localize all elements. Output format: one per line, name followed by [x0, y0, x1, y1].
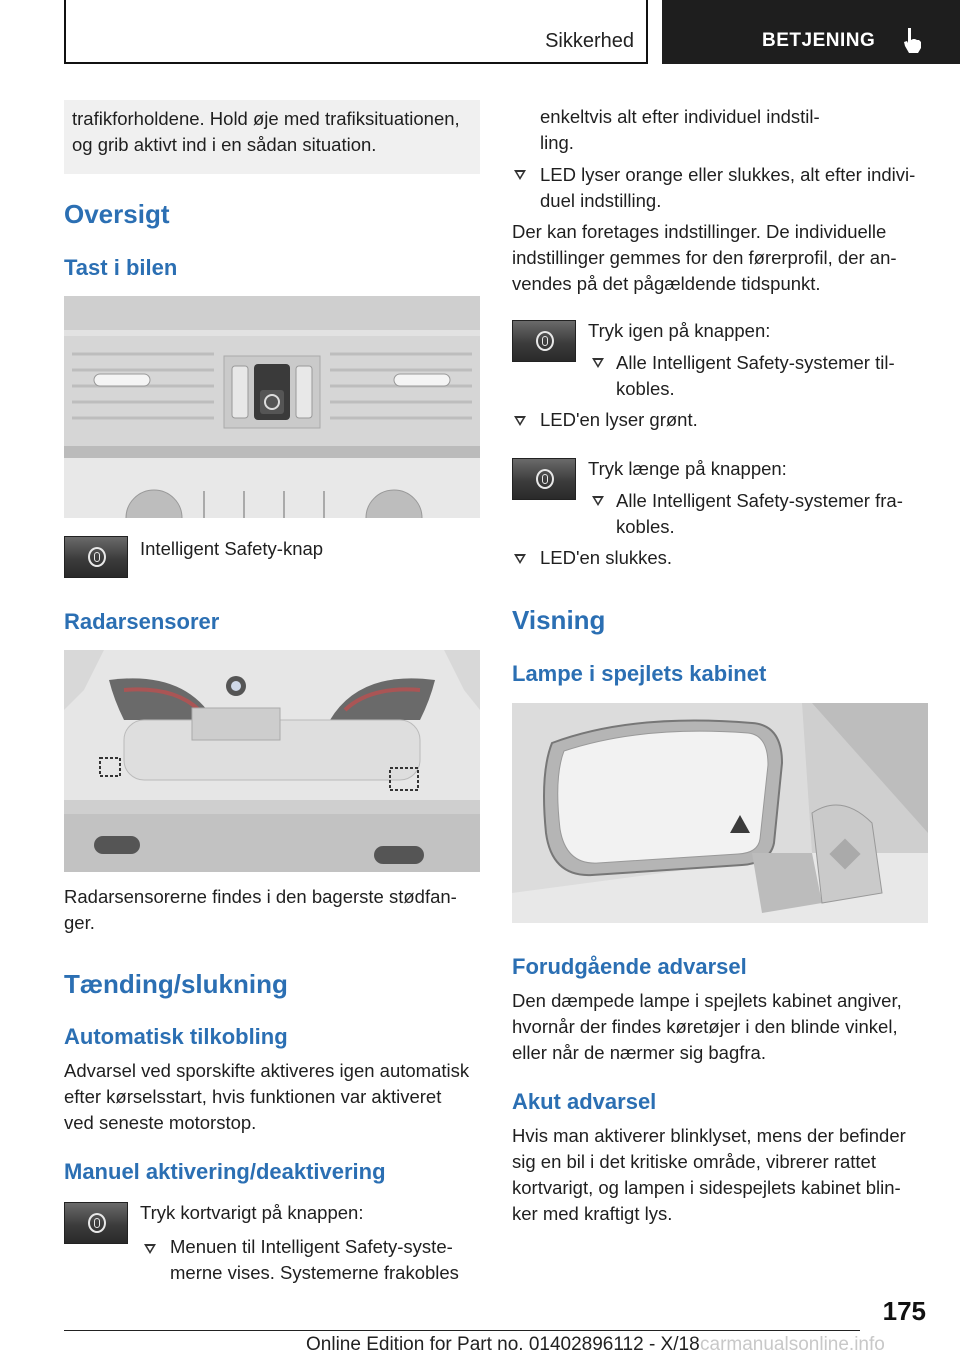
acute-text-2: sig en bil i det kritiske område, vibrerer rattet — [512, 1151, 876, 1172]
intelligent-safety-button-icon — [512, 458, 576, 500]
pre-text-1: Den dæmpede lampe i spejlets kabinet angiver, — [512, 990, 902, 1011]
led-orange-text-2: duel indstilling. — [540, 190, 662, 211]
heading-display: Visning — [512, 605, 606, 635]
auto-text-2: efter kørselsstart, hvis funktionen var aktiveret — [64, 1086, 442, 1107]
press-long-text: Tryk længe på knappen: — [588, 458, 787, 479]
header-chapter-title: BETJENING — [762, 30, 876, 51]
acute-text-3: kortvarigt, og lampen i sidespejlets kabinet blin- — [512, 1177, 901, 1198]
bullet-triangle-icon — [514, 170, 526, 180]
heading-manual: Manuel aktivering/deaktivering — [64, 1159, 386, 1184]
edition-text: Online Edition for Part no. 01402896112 - X/18 — [306, 1334, 700, 1355]
led-green-text: LED'en lyser grønt. — [540, 409, 698, 430]
heading-automatic: Automatisk tilkobling — [64, 1024, 288, 1049]
page-number: 175 — [882, 1296, 926, 1326]
press-short-text: Tryk kortvarigt på knappen: — [140, 1202, 364, 1223]
intelligent-safety-button-icon — [64, 536, 128, 578]
intelligent-safety-button-icon — [512, 320, 576, 362]
header-section-title: Sikkerhed — [545, 30, 634, 52]
pre-text-2: hvornår der findes køretøjer i den blinde vinkel, — [512, 1016, 898, 1037]
menu-text-2: merne vises. Systemerne frakobles — [170, 1262, 459, 1283]
pre-text-3: eller når de nærmer sig bagfra. — [512, 1042, 766, 1063]
bullet-triangle-icon — [514, 416, 526, 426]
footer-divider — [64, 1330, 860, 1331]
bullet-triangle-icon — [592, 496, 604, 506]
intro-text-1: trafikforholdene. Hold øje med trafiksituationen, — [72, 108, 460, 129]
heading-radar-sensors: Radarsensorer — [64, 609, 220, 634]
acute-text-1: Hvis man aktiverer blinklyset, mens der befinder — [512, 1125, 906, 1146]
continued-text-1: enkeltvis alt efter individuel indstil- — [540, 106, 820, 127]
mirror-lamp-illustration — [512, 703, 928, 923]
all-on-text-2: kobles. — [616, 378, 675, 399]
led-off-text: LED'en slukkes. — [540, 547, 673, 568]
bullet-triangle-icon — [592, 358, 604, 368]
intro-text-2: og grib aktivt ind i en sådan situation. — [72, 134, 377, 155]
intelligent-safety-button-icon — [64, 1202, 128, 1244]
heading-mirror-lamp: Lampe i spejlets kabinet — [512, 661, 767, 686]
radar-text-1: Radarsensorerne findes i den bagerste stødfan- — [64, 886, 457, 907]
led-orange-text-1: LED lyser orange eller slukkes, alt efter indivi- — [540, 164, 916, 185]
settings-text-3: vendes på det pågældende tidspunkt. — [512, 273, 821, 294]
watermark-text: carmanualsonline.info — [700, 1334, 885, 1355]
car-rear-radar-illustration — [64, 650, 480, 872]
auto-text-1: Advarsel ved sporskifte aktiveres igen automatisk — [64, 1060, 470, 1081]
heading-acute-warning: Akut advarsel — [512, 1089, 657, 1114]
auto-text-3: ved seneste motorstop. — [64, 1112, 257, 1133]
all-off-text-2: kobles. — [616, 516, 675, 537]
settings-text-2: indstillinger gemmes for den førerprofil, der an- — [512, 247, 897, 268]
header-chapter-tab — [662, 0, 960, 64]
radar-text-2: ger. — [64, 912, 95, 933]
continued-text-2: ling. — [540, 132, 574, 153]
heading-button-in-car: Tast i bilen — [64, 255, 178, 280]
all-on-text-1: Alle Intelligent Safety-systemer til- — [616, 352, 895, 373]
menu-text-1: Menuen til Intelligent Safety-syste- — [170, 1236, 453, 1257]
all-off-text-1: Alle Intelligent Safety-systemer fra- — [616, 490, 903, 511]
pointing-hand-icon — [902, 26, 924, 54]
bullet-triangle-icon — [514, 554, 526, 564]
press-again-text: Tryk igen på knappen: — [588, 320, 771, 341]
button-caption: Intelligent Safety-knap — [140, 538, 324, 559]
dashboard-button-illustration — [64, 296, 480, 518]
bullet-triangle-icon — [144, 1244, 156, 1254]
heading-overview: Oversigt — [64, 199, 170, 229]
heading-ignition: Tænding/slukning — [64, 969, 288, 999]
acute-text-4: ker med kraftigt lys. — [512, 1203, 673, 1224]
heading-pre-warning: Forudgående advarsel — [512, 954, 747, 979]
settings-text-1: Der kan foretages indstillinger. De individuelle — [512, 221, 887, 242]
